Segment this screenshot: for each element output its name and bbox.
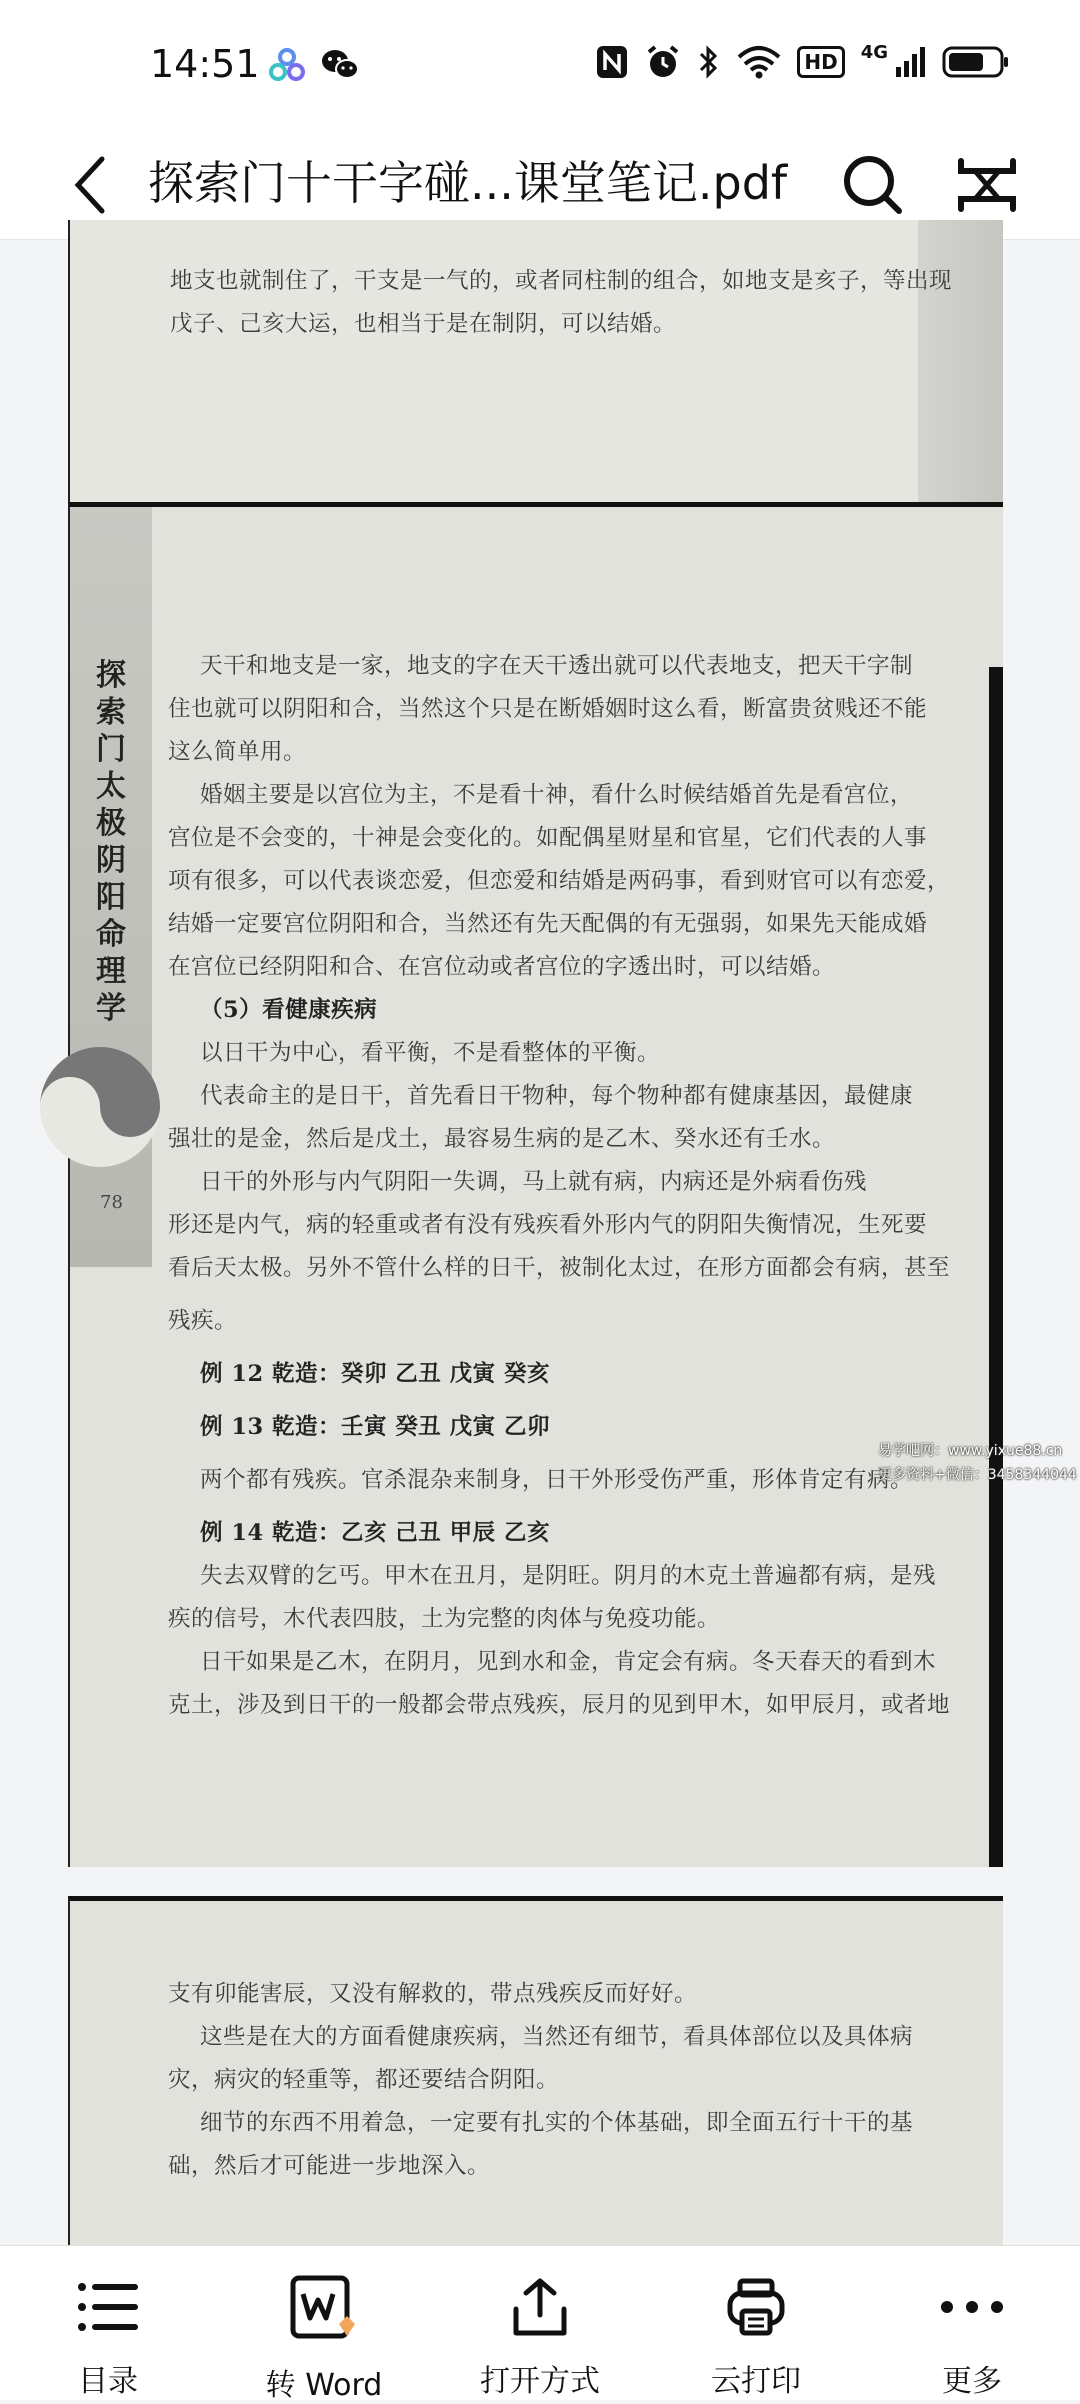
text-line: 代表命主的是日干，首先看日干物种，每个物种都有健康基因，最健康 [200,1083,914,1109]
text-line: 形还是内气，病的轻重或者有没有残疾看外形内气的阴阳失衡情况，生死要 [168,1212,928,1238]
status-bar [0,0,1080,130]
status-time: 14:51 [150,42,260,86]
document-title: 探索门十干字碰...课堂笔记.pdf [148,156,788,210]
watermark [878,1439,1077,1487]
wifi-icon [737,45,781,79]
page-2-text [168,645,950,1727]
open-with-button[interactable] [432,2246,648,2400]
text-line: 结婚一定要宫位阴阳和合，当然还有先天配偶的有无强弱，如果先天能成婚 [168,911,928,937]
pdf-page-78 [68,502,1077,1867]
text-line: （5）看健康疾病 [200,997,378,1023]
signal-icon [894,45,926,79]
text-line: 地支也就制住了，干支是一气的，或者同柱制的组合，如地支是亥子，等出现 [170,268,953,294]
search-button[interactable] [838,150,908,220]
text-line: 住也就可以阴阳和合，当然这个只是在断婚姻时这么看，断富贵贫贱还不能 [168,696,928,722]
convert-word-button[interactable] [216,2246,432,2403]
page-number: 78 [100,1192,123,1213]
taiji-symbol-icon [70,1032,170,1182]
text-line: 天干和地支是一家，地支的字在天干透出就可以代表地支，把天干字制 [200,653,914,679]
notification-icons [268,48,360,82]
more-label: 更多 [942,2364,1002,2399]
search-icon [841,153,905,217]
text-line: 两个都有残疾。官杀混杂来制身，日干外形受伤严重，形体肯定有病。 [200,1467,914,1493]
hd-badge: HD [797,46,844,78]
text-line: 戊子、己亥大运，也相当于是在制阴，可以结婚。 [170,311,677,337]
convert-word-icon [289,2274,359,2344]
toc-label: 目录 [78,2364,138,2399]
text-line: 在宫位已经阴阳和合、在宫位动或者宫位的字透出时，可以结婚。 [168,954,836,980]
more-button[interactable] [864,2246,1080,2400]
list-icon [76,2279,140,2335]
wechat-icon [320,48,360,82]
page-edge [989,667,1003,1867]
text-line: 这些是在大的方面看健康疾病，当然还有细节，看具体部位以及具体病 [200,2024,914,2050]
text-line: 看后天太极。另外不管什么样的日干，被制化太过，在形方面都会有病，甚至 [168,1255,951,1281]
bluetooth-icon [697,44,721,80]
text-line: 例 14 乾造：乙亥 己丑 甲辰 乙亥 [200,1520,550,1546]
more-icon [939,2297,1005,2317]
text-line: 宫位是不会变的，十神是会变化的。如配偶星财星和官星，它们代表的人事 [168,825,928,851]
fullscreen-button[interactable] [952,150,1022,220]
cloud-print-label: 云打印 [711,2364,801,2399]
fullscreen-icon [957,157,1017,213]
text-line: 础，然后才可能进一步地深入。 [168,2153,491,2179]
convert-word-label: 转 Word [265,2368,383,2403]
page-1-text [170,260,952,346]
text-line: 疾的信号，木代表四肢，土为完整的肉体与免疫功能。 [168,1606,721,1632]
text-line: 这么简单用。 [168,739,307,765]
text-line: 以日干为中心，看平衡，不是看整体的平衡。 [200,1040,661,1066]
text-line: 强壮的是金，然后是戊土，最容易生病的是乙木、癸水还有壬水。 [168,1126,836,1152]
text-line: 细节的东西不用着急，一定要有扎实的个体基础，即全面五行十干的基 [200,2110,914,2136]
text-line: 日干如果是乙木，在阴月，见到水和金，肯定会有病。冬天春天的看到木 [200,1649,937,1675]
text-line: 例 12 乾造：癸卯 乙丑 戊寅 癸亥 [200,1361,550,1387]
cloud-print-button[interactable] [648,2246,864,2400]
book-sidebar-title: 探索门太极阴阳命理学 [96,658,126,1026]
toc-button[interactable] [0,2246,216,2400]
pdf-viewer[interactable] [0,240,1080,2245]
page-3-text [168,1973,913,2188]
network-type-label: 4G [860,42,888,63]
watermark-line: 更多资料+微信：3458344044 [878,1467,1077,1483]
alarm-icon [645,44,681,80]
back-button[interactable] [60,150,120,220]
watermark-line: 易学吧网：www.yixue88.cn [878,1443,1063,1459]
printer-icon [724,2275,788,2339]
share-icon [508,2275,572,2339]
system-status-icons [595,44,1010,80]
nfc-icon [595,44,629,80]
bottom-toolbar [0,2245,1080,2403]
text-line: 残疾。 [168,1308,238,1334]
pdf-page-79 [68,1896,1003,2296]
text-line: 克土，涉及到日干的一般都会带点残疾，辰月的见到甲木，如甲辰月，或者地 [168,1692,951,1718]
text-line: 灾，病灾的轻重等，都还要结合阴阳。 [168,2067,560,2093]
battery-icon [942,45,1010,79]
text-line: 支有卯能害辰，又没有解救的，带点残疾反而好好。 [168,1981,698,2007]
back-arrow-icon [70,155,110,215]
text-line: 婚姻主要是以宫位为主，不是看十神，看什么时候结婚首先是看宫位， [200,782,914,808]
app-notification-icon [268,48,306,82]
open-with-label: 打开方式 [480,2364,600,2399]
text-line: 项有很多，可以代表谈恋爱，但恋爱和结婚是两码事，看到财官可以有恋爱， [168,868,951,894]
text-line: 例 13 乾造：壬寅 癸丑 戊寅 乙卯 [200,1414,550,1440]
text-line: 失去双臂的乞丐。甲木在丑月，是阴旺。阴月的木克土普遍都有病，是残 [200,1563,937,1589]
text-line: 日干的外形与内气阴阳一失调，马上就有病，内病还是外病看伤残 [200,1169,868,1195]
